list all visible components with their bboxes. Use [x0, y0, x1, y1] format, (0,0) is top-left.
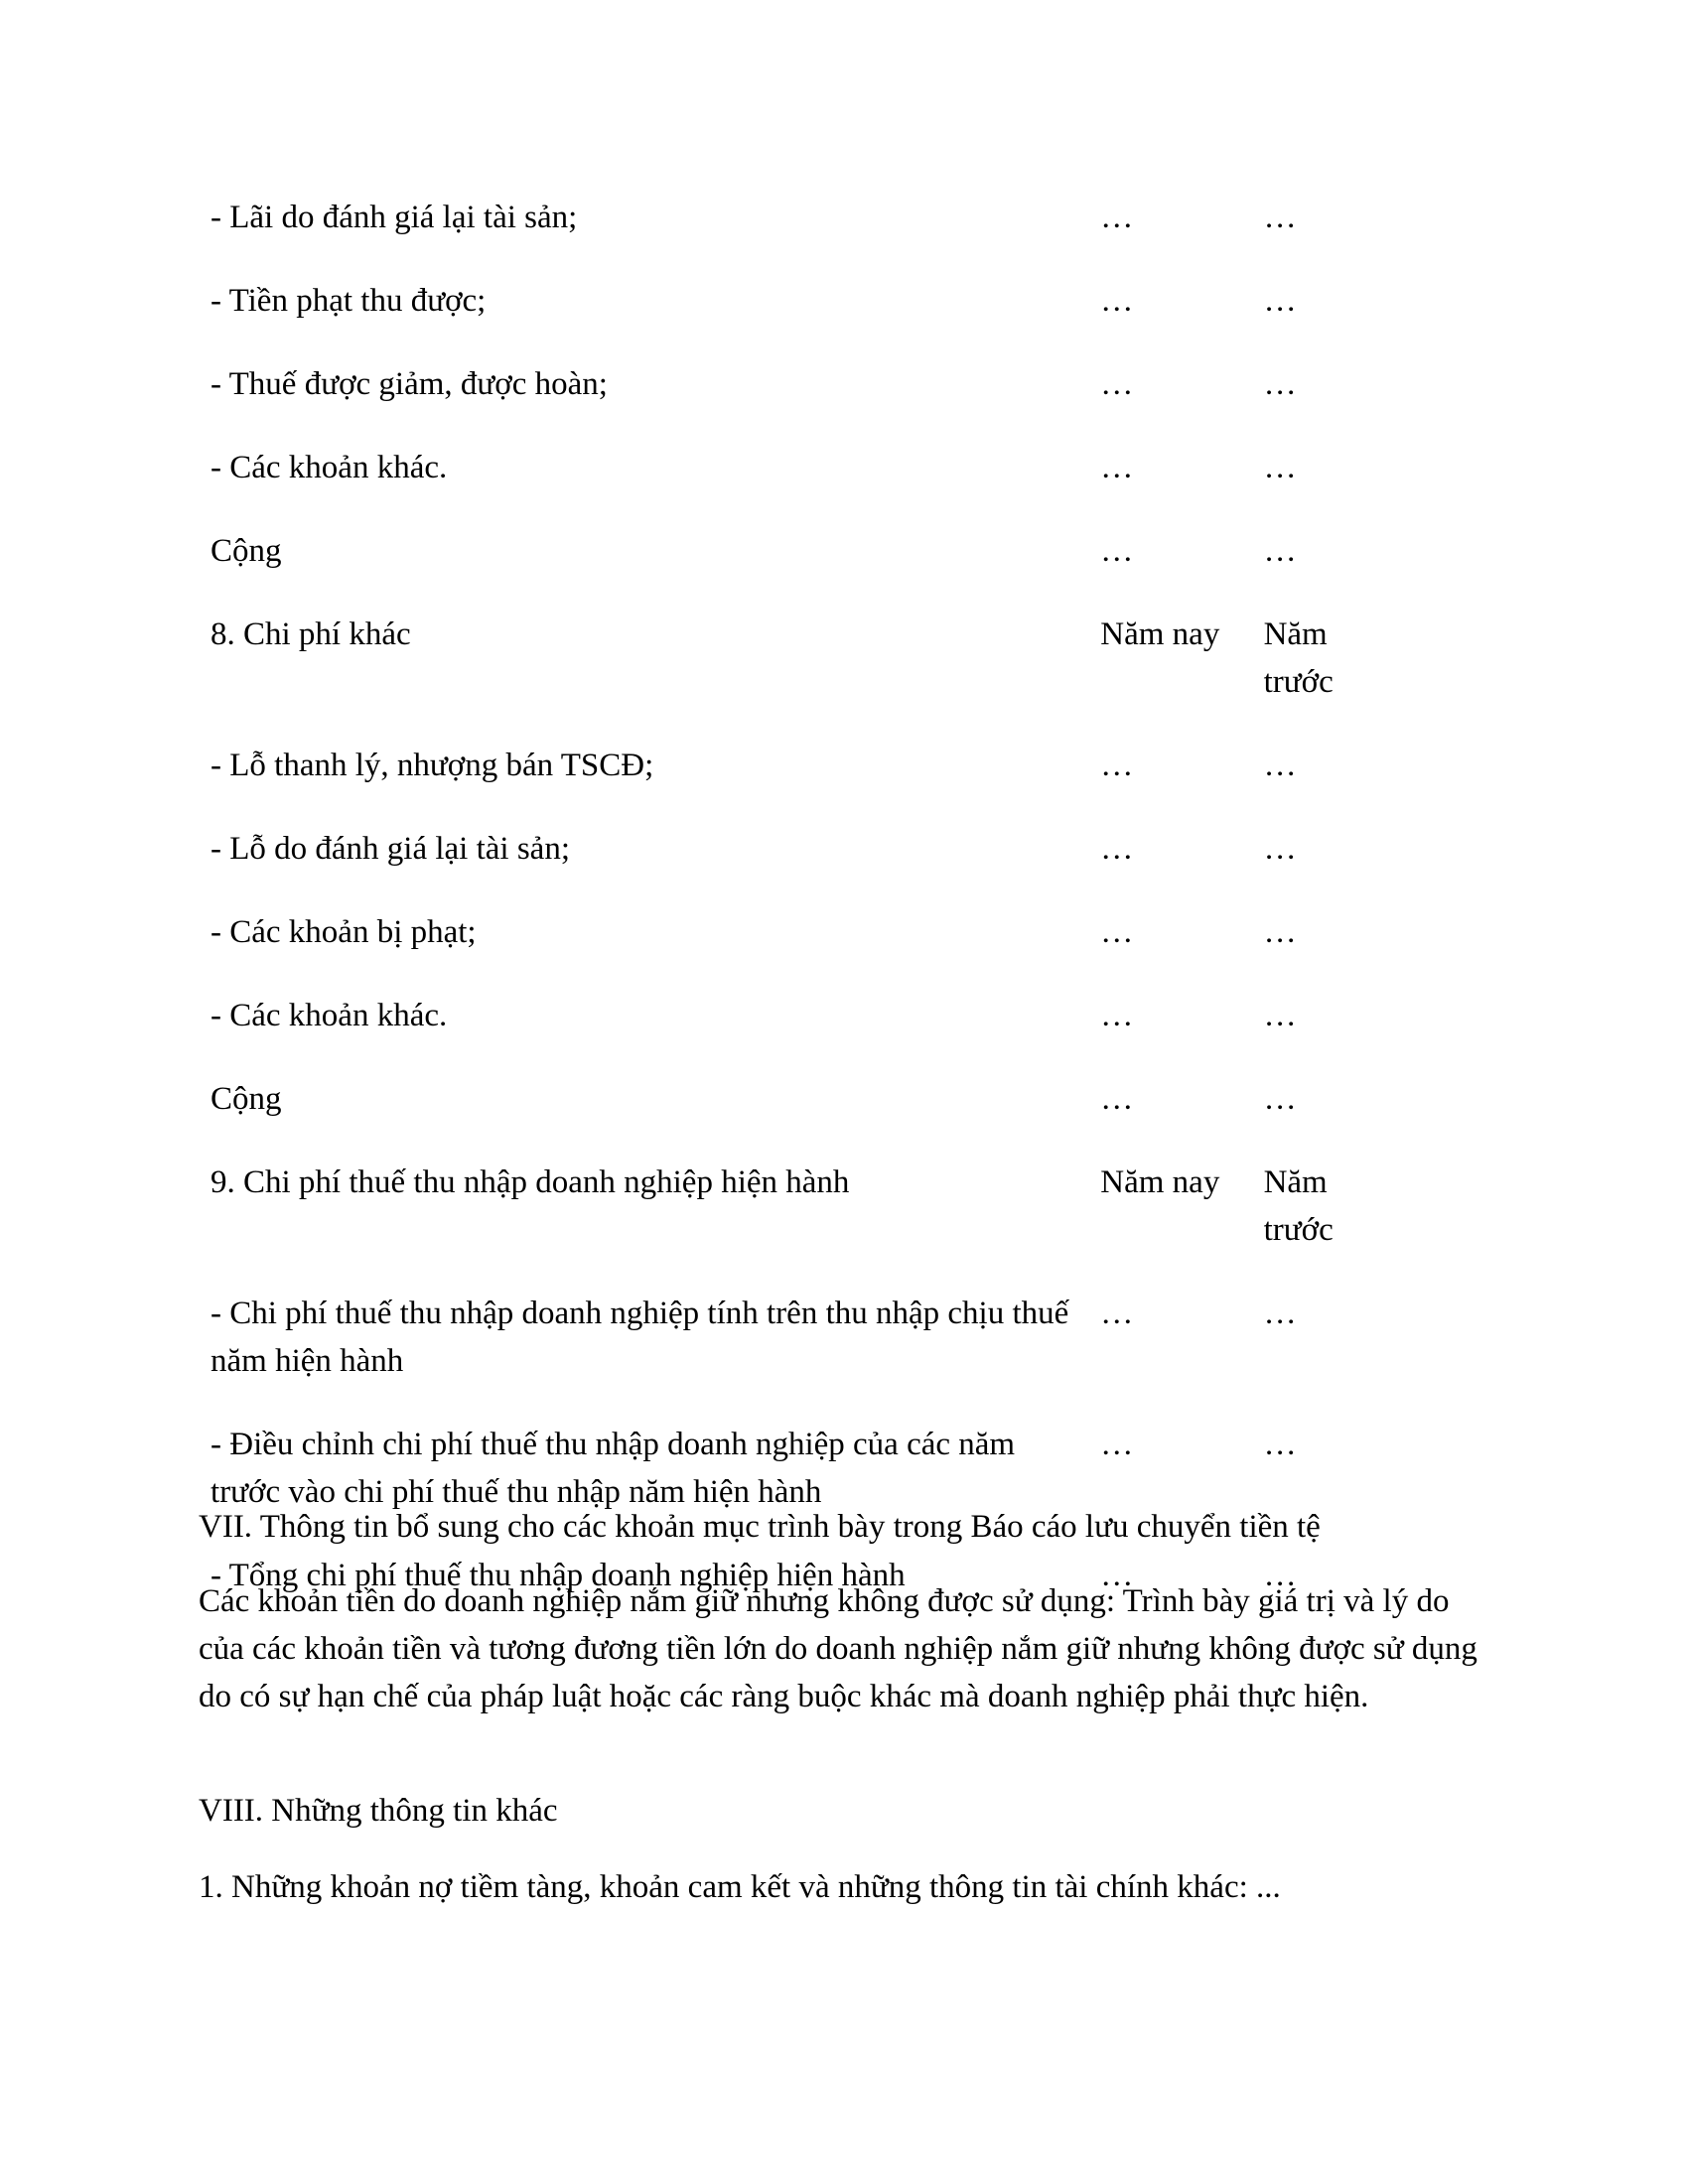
prior-year-value: … [1263, 1558, 1297, 1593]
table-row [211, 983, 1402, 1066]
table-row-total [211, 518, 1402, 602]
current-year-header: Năm nay [1100, 1164, 1220, 1200]
table-row [211, 185, 1402, 268]
row-label: Cộng [211, 1081, 282, 1117]
current-year-value: … [1100, 200, 1134, 235]
prior-year-value: … [1263, 914, 1297, 950]
current-year-header: Năm nay [1100, 616, 1220, 652]
row-label: - Các khoản khác. [211, 998, 448, 1033]
section-vii-heading: VII. Thông tin bổ sung cho các khoản mục trình bày trong Báo cáo lưu chuyển tiền tệ [199, 1509, 1321, 1545]
current-year-value: … [1100, 283, 1134, 319]
row-label: - Điều chỉnh chi phí thuế thu nhập doanh nghiệp của các năm trước vào chi phí thuế thu nhập năm hiện hành [211, 1427, 1016, 1510]
current-year-value: … [1100, 831, 1134, 867]
table-row [211, 899, 1402, 983]
prior-year-header: Năm trước [1263, 1164, 1334, 1248]
table-row [211, 351, 1402, 435]
table-row [211, 816, 1402, 899]
current-year-value: … [1100, 1081, 1134, 1117]
row-label: - Các khoản bị phạt; [211, 914, 477, 950]
current-year-value: … [1100, 998, 1134, 1033]
section-title: 9. Chi phí thuế thu nhập doanh nghiệp hiện hành [211, 1164, 850, 1200]
row-label: - Lỗ thanh lý, nhượng bán TSCĐ; [211, 748, 654, 783]
prior-year-value: … [1263, 1427, 1297, 1462]
section-viii-item-1: 1. Những khoản nợ tiềm tàng, khoản cam kết và những thông tin tài chính khác: ... [199, 1869, 1281, 1905]
prior-year-value: … [1263, 1296, 1297, 1331]
current-year-value: … [1100, 914, 1134, 950]
row-label: - Các khoản khác. [211, 450, 448, 485]
current-year-value: … [1100, 450, 1134, 485]
table-row [211, 435, 1402, 518]
row-label: - Chi phí thuế thu nhập doanh nghiệp tính trên thu nhập chịu thuế năm hiện hành [211, 1296, 1069, 1379]
current-year-value: … [1100, 533, 1134, 569]
prior-year-value: … [1263, 200, 1297, 235]
row-label: - Tổng chi phí thuế thu nhập doanh nghiệp hiện hành [211, 1558, 906, 1593]
prior-year-header: Năm trước [1263, 616, 1334, 700]
prior-year-value: … [1263, 533, 1297, 569]
current-year-value: … [1100, 748, 1134, 783]
prior-year-value: … [1263, 1081, 1297, 1117]
prior-year-value: … [1263, 748, 1297, 783]
table-row [211, 268, 1402, 351]
section-viii-heading: VIII. Những thông tin khác [199, 1793, 558, 1829]
prior-year-value: … [1263, 998, 1297, 1033]
section-title: 8. Chi phí khác [211, 616, 411, 652]
prior-year-value: … [1263, 831, 1297, 867]
section-vii-body: Các khoản tiền do doanh nghiệp nắm giữ nhưng không được sử dụng: Trình bày giá trị và lý do của các khoản tiền và tương đương tiền lớn do doanh nghiệp nắm giữ nhưng không được sử dụng do có sự hạn chế của pháp luật hoặc các ràng buộc khác mà doanh nghiệp phải thực hiện. [199, 1583, 1477, 1714]
row-label: - Thuế được giảm, được hoàn; [211, 366, 608, 402]
row-label: - Lỗ do đánh giá lại tài sản; [211, 831, 570, 867]
prior-year-value: … [1263, 283, 1297, 319]
row-label: Cộng [211, 533, 282, 569]
financial-table [211, 185, 1402, 1626]
table-row [211, 1281, 1402, 1412]
prior-year-value: … [1263, 366, 1297, 402]
current-year-value: … [1100, 366, 1134, 402]
prior-year-value: … [1263, 450, 1297, 485]
current-year-value: … [1100, 1427, 1134, 1462]
row-label: - Tiền phạt thu được; [211, 283, 487, 319]
table-section-header [211, 1150, 1402, 1281]
current-year-value: … [1100, 1296, 1134, 1331]
row-label: - Lãi do đánh giá lại tài sản; [211, 200, 578, 235]
current-year-value: … [1100, 1558, 1134, 1593]
table-section-header [211, 602, 1402, 733]
table-row [211, 733, 1402, 816]
table-row-total [211, 1066, 1402, 1150]
